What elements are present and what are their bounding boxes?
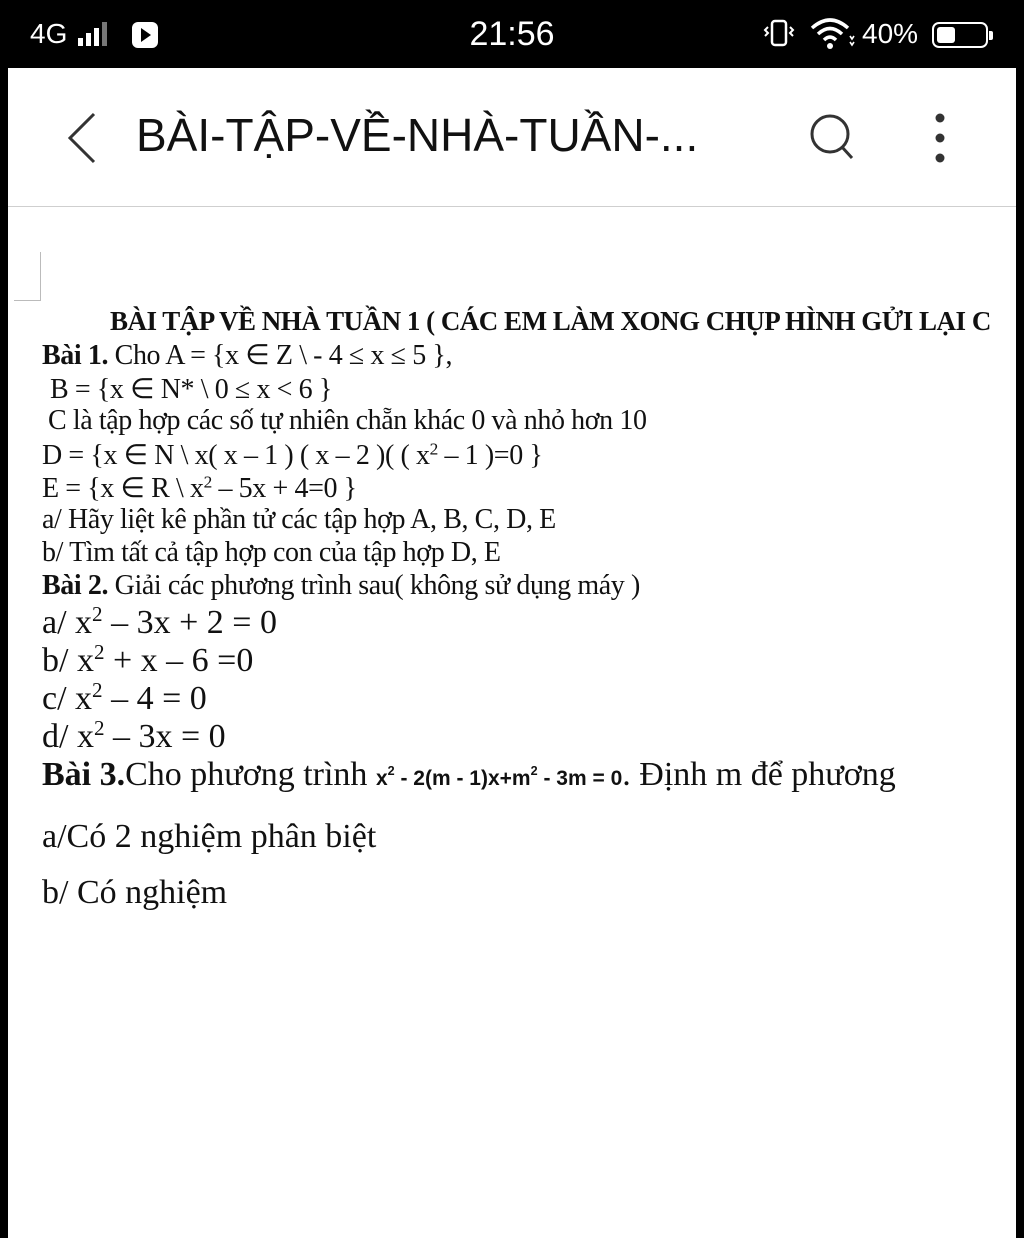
set-b-definition: B = {x ∈ N* \ 0 ≤ x < 6 } (50, 374, 332, 405)
set-a-definition: Cho A = {x ∈ Z \ - 4 ≤ x ≤ 5 }, (108, 340, 453, 371)
document-viewer (8, 68, 1016, 1238)
clock: 21:56 (469, 15, 555, 53)
document-page[interactable] (8, 206, 1016, 1238)
bai2-label: Bài 2. (42, 570, 109, 601)
page-title: BÀI-TẬP-VỀ-NHÀ-TUẦN-... (136, 109, 699, 161)
bai1-question-a: a/ Hãy liệt kê phần tử các tập hợp A, B, C, D, E (42, 504, 556, 535)
equation-b: b/ $x^2 + x - 6 =0$ (42, 640, 254, 679)
page-corner-mark (14, 252, 41, 301)
bai3-statement: Bài 3.Cho phương trình $x^2 - 2(m - 1)x+m^2 - 3m = 0$. Định m để phương (42, 756, 896, 793)
set-d-definition: D = {x ∈ N \ x( x – 1 ) ( x – 2 )( ( $x^2 - 1$ )=0 } (42, 439, 543, 471)
bai3-question-b: b/ Có nghiệm (42, 874, 228, 911)
battery-percent: 40% (862, 18, 919, 49)
search-icon[interactable] (808, 112, 858, 162)
equation-a: a/ $x^2 - 3x + 2 = 0$ (42, 602, 277, 641)
app-bar (8, 68, 1016, 207)
equation-c: c/ $x^2 - 4 = 0$ (42, 678, 207, 717)
bai3-question-a: a/Có 2 nghiệm phân biệt (42, 818, 377, 855)
document-heading: BÀI TẬP VỀ NHÀ TUẦN 1 ( CÁC EM LÀM XONG CHỤP HÌNH GỬI LẠI C (110, 306, 991, 336)
bai1-question-b: b/ Tìm tất cả tập hợp con của tập hợp D, E (42, 537, 501, 568)
bai3-label: Bài 3. (42, 756, 126, 793)
wifi-icon (808, 16, 856, 54)
more-vertical-icon[interactable] (920, 110, 960, 166)
bai1-line-a (42, 338, 452, 372)
vibrate-icon (762, 18, 796, 55)
set-e-definition: E = {x ∈ R \ $x^2 - 5x + 4=0$ } (42, 472, 357, 504)
bai3-equation: $x^2 - 2(m - 1)x+m^2 - 3m = 0$ (375, 764, 623, 790)
battery-icon (932, 22, 988, 48)
chevron-left-icon[interactable] (62, 110, 102, 166)
set-c-description: C là tập hợp các số tự nhiên chẵn khác 0 và nhỏ hơn 10 (48, 405, 647, 436)
network-type: 4G (30, 18, 68, 49)
bai2-intro: Bài 2. Giải các phương trình sau( không sử dụng máy ) (42, 570, 640, 601)
equation-d: d/ $x^2 - 3x = 0$ (42, 716, 226, 755)
status-bar (0, 0, 1024, 68)
bai1-label: Bài 1. (42, 340, 109, 371)
